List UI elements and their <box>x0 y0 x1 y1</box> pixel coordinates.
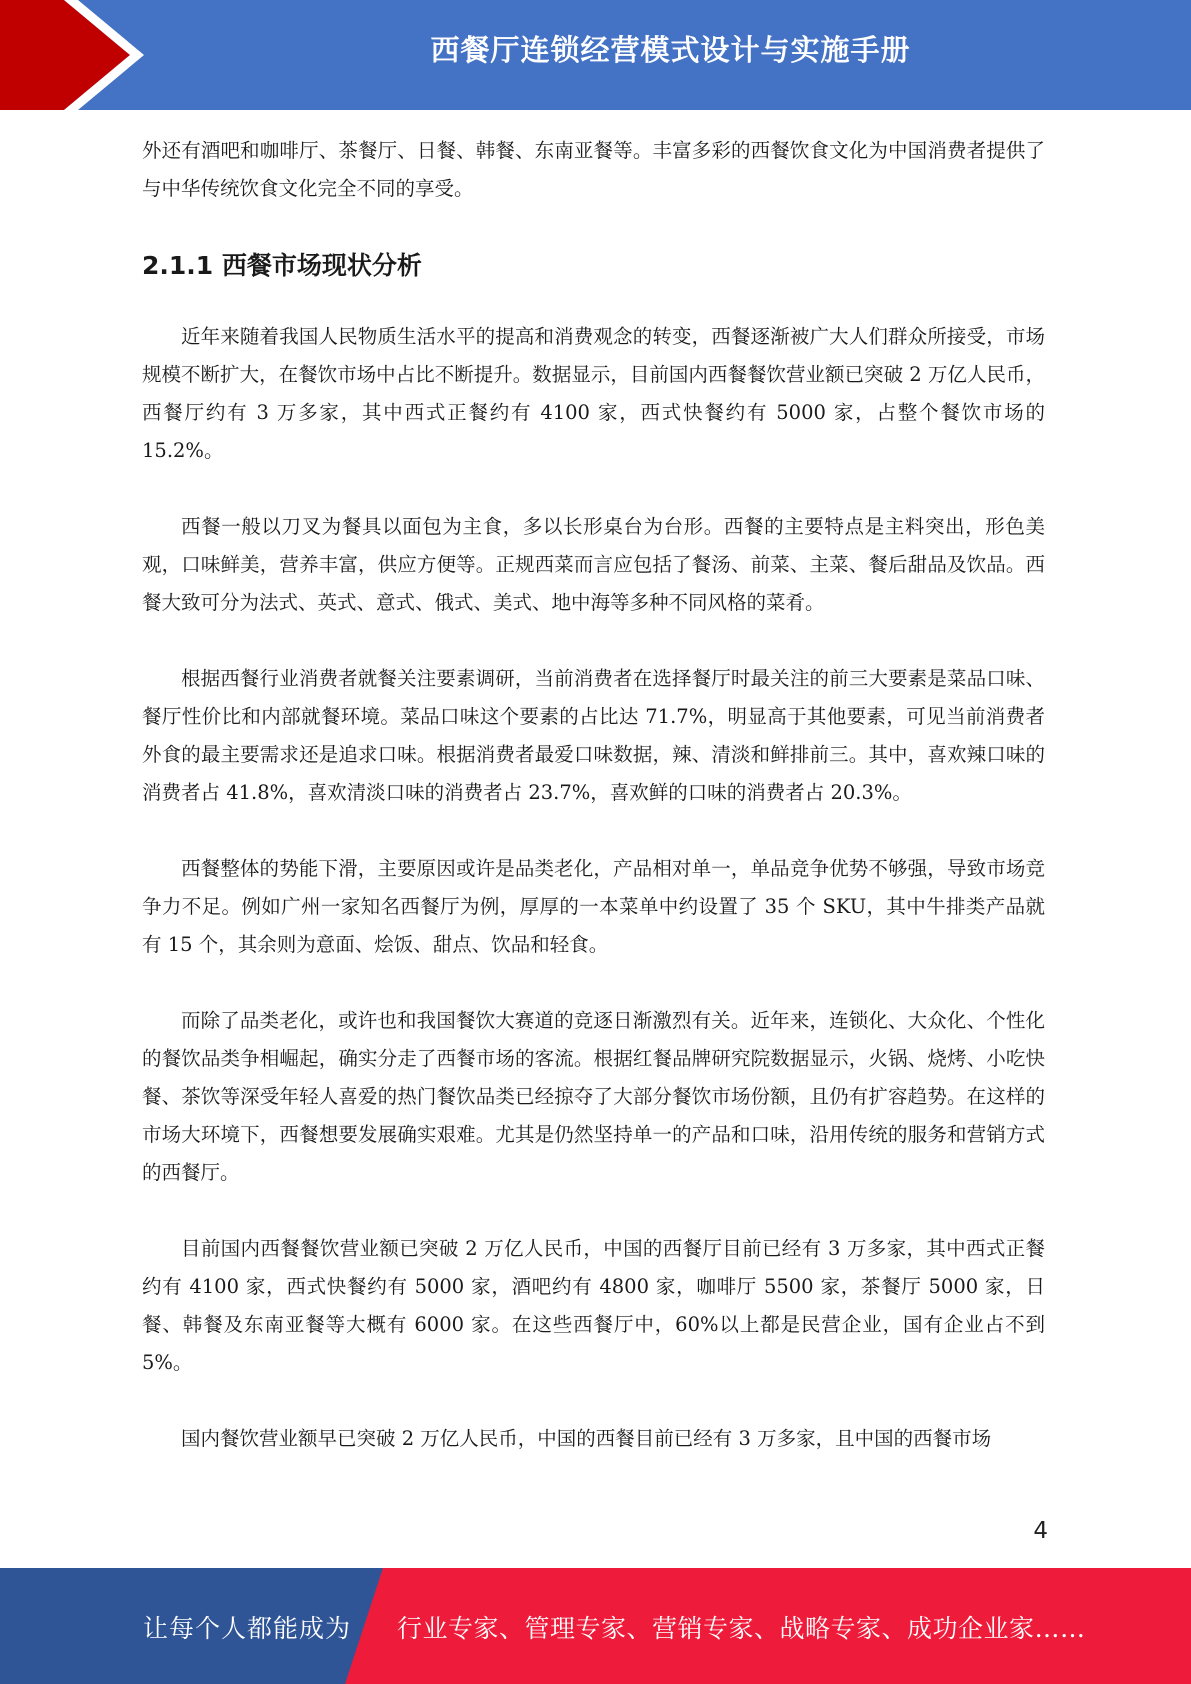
page-header <box>0 0 1191 110</box>
footer-slogan-right: 行业专家、管理专家、营销专家、战略专家、成功企业家…… <box>397 1614 1086 1643</box>
paragraph: 西餐一般以刀叉为餐具以面包为主食，多以长形桌台为台形。西餐的主要特点是主料突出，形色美观，口味鲜美，营养丰富，供应方便等。正规西菜而言应包括了餐汤、前菜、主菜、餐后甜品及饮品。西餐大致可分为法式、英式、意式、俄式、美式、地中海等多种不同风格的菜肴。 <box>142 515 1045 614</box>
paragraph: 西餐整体的势能下滑，主要原因或许是品类老化，产品相对单一，单品竞争优势不够强，导致市场竞争力不足。例如广州一家知名西餐厅为例，厚厚的一本菜单中约设置了 35 个 SKU，其中牛排类产品就有 15 个，其余则为意面、烩饭、甜点、饮品和轻食。 <box>142 857 1045 956</box>
paragraph: 而除了品类老化，或许也和我国餐饮大赛道的竞逐日渐激烈有关。近年来，连锁化、大众化、个性化的餐饮品类争相崛起，确实分走了西餐市场的客流。根据红餐品牌研究院数据显示，火锅、烧烤、小吃快餐、茶饮等深受年轻人喜爱的热门餐饮品类已经掠夺了大部分餐饮市场份额，且仍有扩容趋势。在这样的市场大环境下，西餐想要发展确实艰难。尤其是仍然坚持单一的产品和口味，沿用传统的服务和营销方式的西餐厅。 <box>142 1009 1045 1184</box>
section-heading: 2.1.1 西餐市场现状分析 <box>142 251 422 280</box>
page-number: 4 <box>1033 1518 1048 1544</box>
paragraph: 近年来随着我国人民物质生活水平的提高和消费观念的转变，西餐逐渐被广大人们群众所接受，市场规模不断扩大，在餐饮市场中占比不断提升。数据显示，目前国内西餐餐饮营业额已突破 2 万亿人民币，西餐厅约有 3 万多家，其中西式正餐约有 4100 家，西式快餐约有 5000 家，占整个餐饮市场的 15.2%。 <box>142 325 1045 462</box>
paragraph: 目前国内西餐餐饮营业额已突破 2 万亿人民币，中国的西餐厅目前已经有 3 万多家，其中西式正餐约有 4100 家，西式快餐约有 5000 家，酒吧约有 4800 家，咖啡厅 5500 家，茶餐厅 5000 家，日餐、韩餐及东南亚餐等大概有 6000 家。在这些西餐厅中，60%以上都是民营企业，国有企业占不到 5%。 <box>142 1237 1045 1374</box>
paragraph: 国内餐饮营业额早已突破 2 万亿人民币，中国的西餐目前已经有 3 万多家，且中国的西餐市场 <box>181 1427 992 1450</box>
continued-paragraph: 外还有酒吧和咖啡厅、茶餐厅、日餐、韩餐、东南亚餐等。丰富多彩的西餐饮食文化为中国消费者提供了与中华传统饮食文化完全不同的享受。 <box>142 139 1045 200</box>
main-content <box>142 132 1045 1458</box>
paragraph: 根据西餐行业消费者就餐关注要素调研，当前消费者在选择餐厅时最关注的前三大要素是菜品口味、餐厅性价比和内部就餐环境。菜品口味这个要素的占比达 71.7%，明显高于其他要素，可见当前消费者外食的最主要需求还是追求口味。根据消费者最爱口味数据，辣、清淡和鲜排前三。其中，喜欢辣口味的消费者占 41.8%，喜欢清淡口味的消费者占 23.7%，喜欢鲜的口味的消费者占 20.3%。 <box>142 667 1045 804</box>
page-footer <box>0 1568 1191 1684</box>
footer-slogan-left: 让每个人都能成为 <box>143 1614 352 1643</box>
header-chevron-decoration <box>0 0 170 110</box>
document-title: 西餐厅连锁经营模式设计与实施手册 <box>430 33 911 67</box>
